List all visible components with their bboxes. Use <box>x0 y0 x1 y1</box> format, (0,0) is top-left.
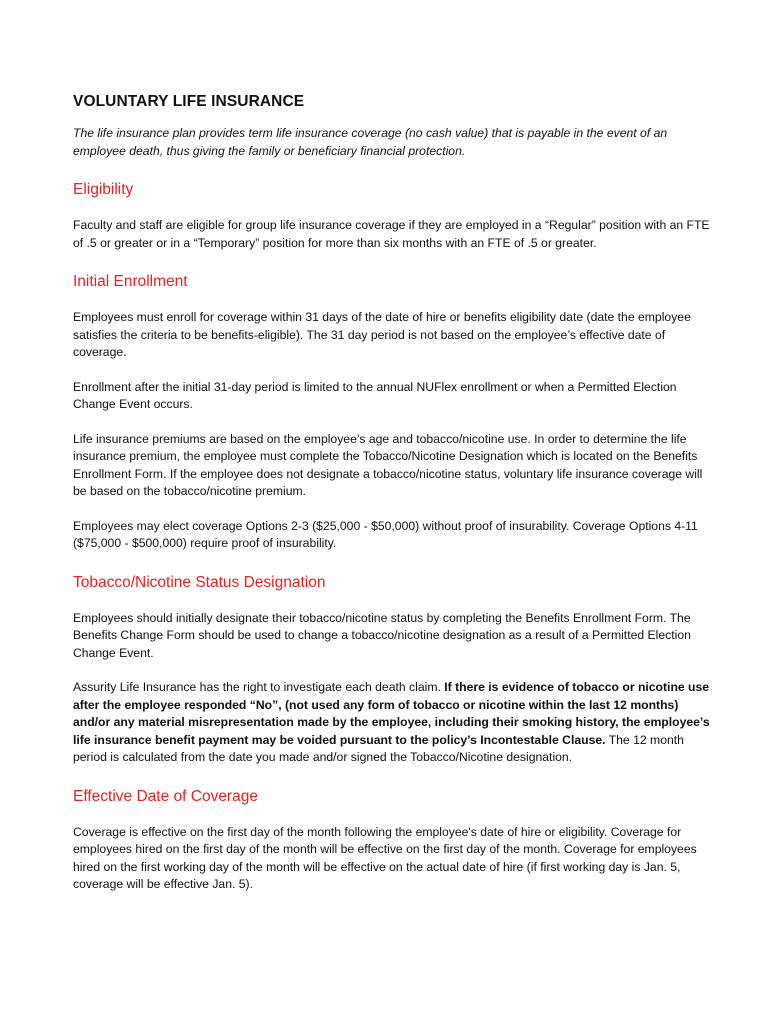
intro-paragraph: The life insurance plan provides term life insurance coverage (no cash value) that is payable in the event of an employee death, thus giving the family or beneficiary financial protection. <box>73 126 668 158</box>
eligibility-paragraph: Faculty and staff are eligible for group life insurance coverage if they are employed in a “Regular” position with an FTE of .5 or greater or in a “Temporary” position for more than six months with an FTE of .5 or greater. <box>73 218 710 250</box>
initial-enrollment-heading: Initial Enrollment <box>73 273 188 290</box>
enrollment-paragraph-3: Life insurance premiums are based on the employee’s age and tobacco/nicotine use. In order to determine the life insurance premium, the employee must complete the Tobacco/Nicotine Designation which is located on the Benefits Enrollment Form. If the employee does not designate a tobacco/nicotine status, voluntary life insurance coverage will be based on the tobacco/nicotine premium. <box>73 431 703 498</box>
eligibility-heading: Eligibility <box>73 181 134 198</box>
section-eligibility <box>73 181 710 252</box>
tobacco-paragraph-2 <box>73 679 710 767</box>
document-title: VOLUNTARY LIFE INSURANCE <box>73 93 305 110</box>
section-tobacco-status <box>73 574 710 767</box>
enrollment-paragraph-2: Enrollment after the initial 31-day period is limited to the annual NUFlex enrollment or when a Permitted Election Change Event occurs. <box>73 379 677 411</box>
enrollment-paragraph-1: Employees must enroll for coverage within 31 days of the date of hire or benefits eligibility date (date the employee satisfies the criteria to be benefits-eligible). The 31 day period is not based on the employee’s effective date of coverage. <box>73 310 691 359</box>
effective-date-paragraph: Coverage is effective on the first day of the month following the employee's date of hire or eligibility. Coverage for employees hired on the first day of the month will be effective on the first day of the month. Coverage for employees hired on the first working day of the month will be effective on the actual date of hire (if first working day is Jan. 5, coverage will be effective Jan. 5). <box>73 824 697 891</box>
tobacco-paragraph-2-lead: Assurity Life Insurance has the right to investigate each death claim. <box>73 680 445 694</box>
section-effective-date <box>73 788 710 894</box>
tobacco-paragraph-2-tail: The 12 month period is calculated from the date you made and/or signed the Tobacco/Nicotine designation. <box>73 732 684 764</box>
tobacco-paragraph-2-bold: If there is evidence of tobacco or nicotine use after the employee responded “No”, (not used any form of tobacco or nicotine within the last 12 months) and/or any material misrepresentation made by the employee, including their smoking history, the employee’s life insurance benefit payment may be voided pursuant to the policy’s Incontestable Clause. <box>73 680 710 747</box>
tobacco-paragraph-1: Employees should initially designate their tobacco/nicotine status by completing the Benefits Enrollment Form. The Benefits Change Form should be used to change a tobacco/nicotine designation as a result of a Permitted Election Change Event. <box>73 610 691 660</box>
enrollment-paragraph-4: Employees may elect coverage Options 2-3 ($25,000 - $50,000) without proof of insurability. Coverage Options 4-11 ($75,000 - $500,000) require proof of insurability. <box>73 518 698 550</box>
section-initial-enrollment <box>73 273 710 553</box>
effective-date-heading: Effective Date of Coverage <box>73 787 258 805</box>
tobacco-status-heading: Tobacco/Nicotine Status Designation <box>73 573 326 591</box>
